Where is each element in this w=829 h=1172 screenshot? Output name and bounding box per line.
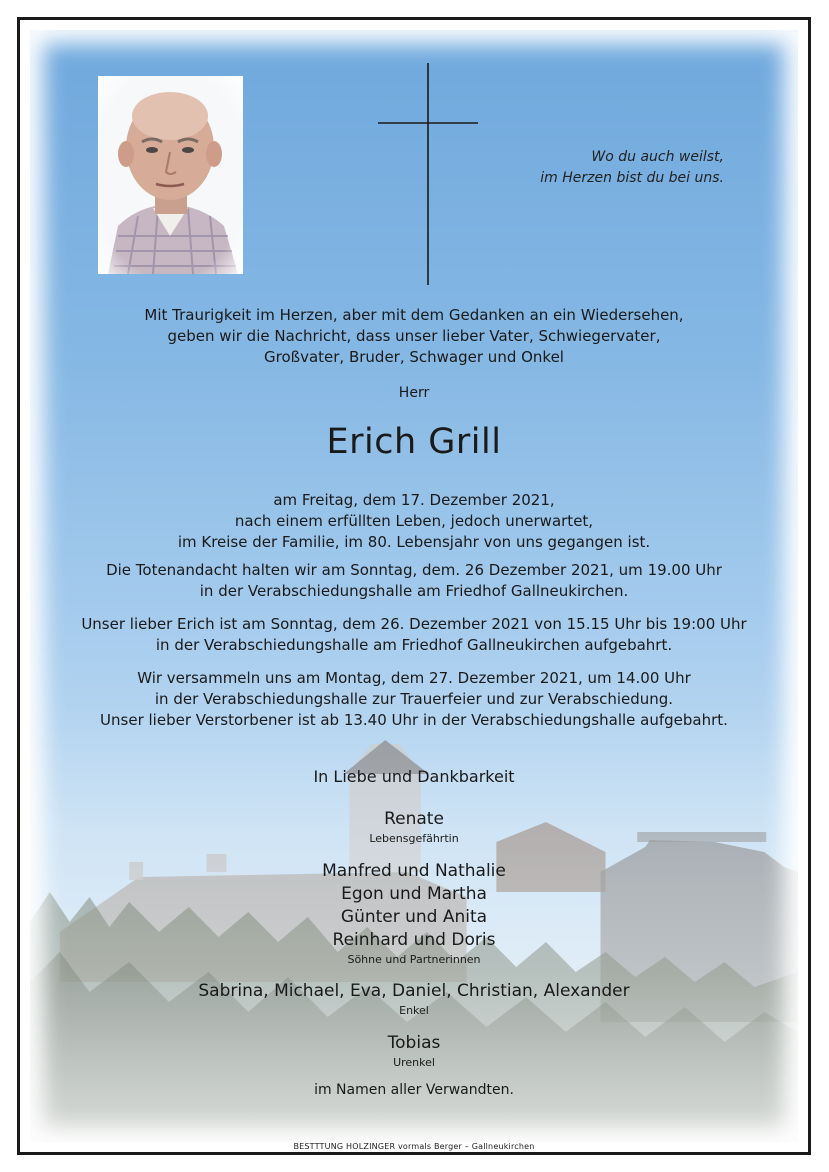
grandchildren-relation: Enkel: [399, 1004, 429, 1017]
death-notice: [30, 490, 798, 553]
grandchildren-names: Sabrina, Michael, Eva, Daniel, Christian, Alexander: [198, 981, 630, 1001]
child-name: Günter und Anita: [340, 907, 488, 927]
death-line: im Kreise der Familie, im 80. Lebensjahr von uns gegangen ist.: [177, 533, 651, 551]
service-line: Wir versammeln uns am Montag, dem 27. Dezember 2021, um 14.00 Uhr: [137, 669, 691, 687]
great-grandchild-name: Tobias: [387, 1033, 441, 1053]
death-line: nach einem erfüllten Leben, jedoch unerwartet,: [234, 512, 594, 530]
intro-line: Mit Traurigkeit im Herzen, aber mit dem Gedanken an ein Wiedersehen,: [144, 306, 684, 324]
great-grandchildren-block: [30, 1032, 798, 1070]
grandchildren-block: [30, 980, 798, 1018]
death-line: am Freitag, dem 17. Dezember 2021,: [273, 491, 555, 509]
children-block: [30, 860, 798, 967]
intro-line: geben wir die Nachricht, dass unser lieber Vater, Schwiegervater,: [167, 327, 661, 345]
sky-background: [30, 30, 798, 1151]
children-relation: Söhne und Partnerinnen: [347, 953, 481, 966]
funeral-home-footer: BESTTTUNG HOLZINGER vormals Berger – Gallneukirchen: [293, 1142, 535, 1151]
partner-name: Renate: [384, 809, 444, 829]
closing-line: im Namen aller Verwandten.: [314, 1082, 514, 1098]
thanks-heading: In Liebe und Dankbarkeit: [313, 767, 515, 786]
deceased-name: Erich Grill: [326, 422, 502, 462]
child-name: Manfred und Nathalie: [322, 861, 506, 881]
motto-line: im Herzen bist du bei uns.: [540, 170, 724, 186]
partner-relation: Lebensgefährtin: [369, 832, 459, 845]
vigil-paragraph: [30, 560, 798, 602]
child-name: Egon und Martha: [341, 884, 487, 904]
portrait-photo: [98, 76, 243, 274]
honorific-title: Herr: [398, 385, 430, 401]
motto-line: Wo du auch weilst,: [591, 149, 724, 165]
intro-line: Großvater, Bruder, Schwager und Onkel: [264, 348, 564, 366]
viewing-paragraph: [30, 614, 798, 656]
great-grandchild-relation: Urenkel: [393, 1056, 435, 1069]
viewing-line: in der Verabschiedungshalle am Friedhof Gallneukirchen aufgebahrt.: [155, 636, 673, 654]
partner-block: [30, 808, 798, 846]
service-line: Unser lieber Verstorbener ist ab 13.40 Uhr in der Verabschiedungshalle aufgebahrt.: [100, 711, 728, 729]
vigil-line: in der Verabschiedungshalle am Friedhof Gallneukirchen.: [199, 582, 629, 600]
viewing-line: Unser lieber Erich ist am Sonntag, dem 26. Dezember 2021 von 15.15 Uhr bis 19:00 Uhr: [81, 615, 747, 633]
service-line: in der Verabschiedungshalle zur Trauerfeier und zur Verabschiedung.: [154, 690, 674, 708]
motto-quote: [464, 147, 724, 189]
intro-paragraph: [30, 305, 798, 368]
child-name: Reinhard und Doris: [332, 930, 496, 950]
vigil-line: Die Totenandacht halten wir am Sonntag, dem. 26 Dezember 2021, um 19.00 Uhr: [106, 561, 722, 579]
cross-icon: [378, 63, 478, 285]
service-paragraph: [30, 668, 798, 731]
parte-frame: [17, 17, 811, 1155]
